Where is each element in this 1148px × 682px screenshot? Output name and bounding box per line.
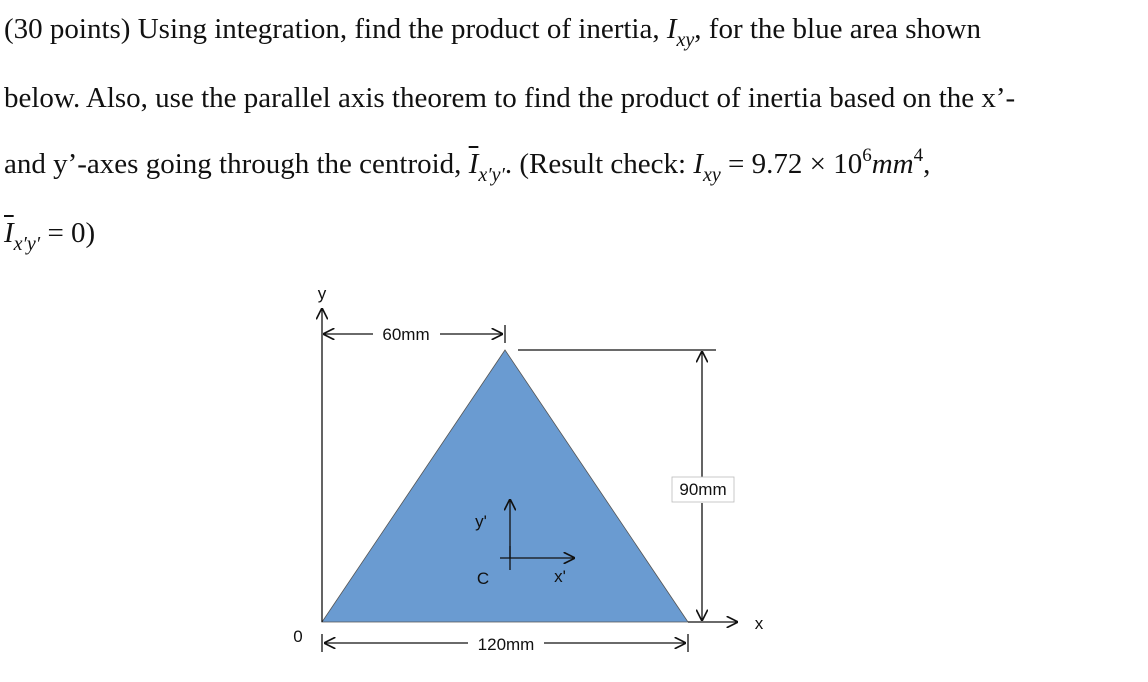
x-prime-label: x'	[554, 567, 566, 586]
origin-label: 0	[293, 627, 303, 646]
problem-line-3: and y’-axes going through the centroid, $\overline{I}_{x'y'}$. (Result check: $I_{xy} = 9.72 \times 10^6mm^4$,	[4, 145, 931, 186]
ixy-symbol: $I_{xy}$	[666, 13, 695, 51]
problem-text: . (Result check:	[504, 148, 694, 180]
x-axis-label: x	[754, 614, 764, 633]
dim-90-label: 90mm	[679, 480, 727, 499]
centroid-label: C	[476, 569, 490, 588]
y-prime-label: y'	[475, 512, 487, 531]
check-symbol: $I_{xy}$	[693, 148, 721, 186]
dim-120-label: 120mm	[477, 635, 535, 654]
problem-text: and y’-axes going through the centroid,	[4, 148, 469, 180]
dim-60-label: 60mm	[382, 325, 430, 344]
ibar-zero-symbol: $\overline{I}_{x'y'}$	[4, 217, 41, 255]
blue-triangle	[322, 350, 688, 622]
problem-text: below. Also, use the parallel axis theorem to find the product of inertia based on the x’-	[4, 82, 1016, 114]
y-axis-label: y	[317, 284, 327, 303]
ibar-symbol: $\overline{I}_{x'y'}$	[468, 148, 505, 186]
problem-text: = 0)	[40, 217, 96, 249]
problem-text: , for the blue area shown	[694, 13, 981, 45]
check-exponent: 6	[862, 145, 872, 166]
check-value: = 9.72 × 10	[720, 148, 863, 180]
check-unit: mm	[871, 148, 914, 180]
problem-text: (30 points) Using integration, find the product of inertia,	[4, 13, 667, 45]
check-unit-exponent: 4	[913, 145, 924, 166]
